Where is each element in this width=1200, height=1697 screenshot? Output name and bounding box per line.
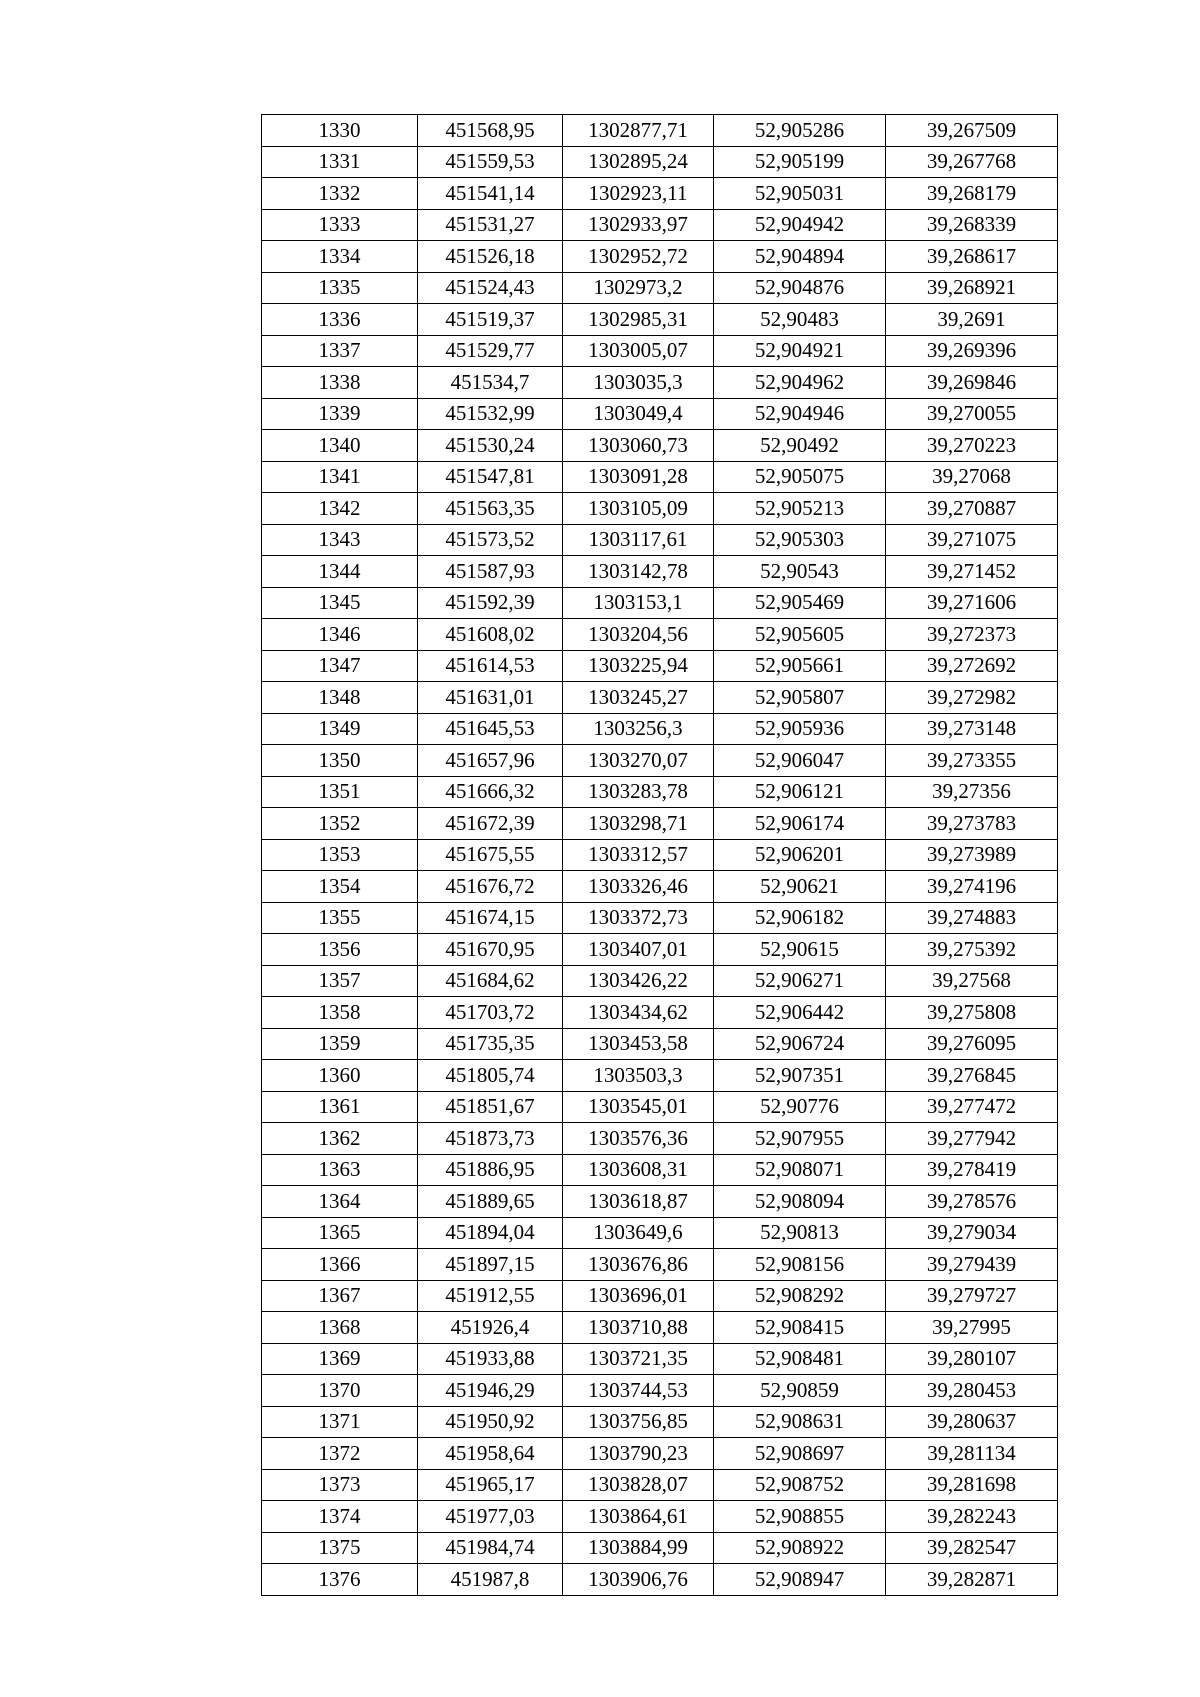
latitude-cell: 52,90776: [714, 1091, 886, 1123]
y-coordinate-cell: 1303153,1: [563, 587, 714, 619]
y-coordinate-cell: 1303270,07: [563, 745, 714, 777]
y-coordinate-cell: 1303283,78: [563, 776, 714, 808]
point-number-cell: 1364: [262, 1186, 418, 1218]
longitude-cell: 39,267768: [886, 146, 1058, 178]
latitude-cell: 52,908752: [714, 1469, 886, 1501]
table-row: [262, 713, 1058, 745]
table-row: [262, 839, 1058, 871]
latitude-cell: 52,907351: [714, 1060, 886, 1092]
table-row: [262, 776, 1058, 808]
table-row: [262, 1060, 1058, 1092]
longitude-cell: 39,273989: [886, 839, 1058, 871]
table-row: [262, 934, 1058, 966]
longitude-cell: 39,27568: [886, 965, 1058, 997]
x-coordinate-cell: 451965,17: [418, 1469, 563, 1501]
latitude-cell: 52,90483: [714, 304, 886, 336]
point-number-cell: 1345: [262, 587, 418, 619]
x-coordinate-cell: 451946,29: [418, 1375, 563, 1407]
longitude-cell: 39,270887: [886, 493, 1058, 525]
table-row: [262, 997, 1058, 1029]
y-coordinate-cell: 1303049,4: [563, 398, 714, 430]
latitude-cell: 52,906201: [714, 839, 886, 871]
y-coordinate-cell: 1303828,07: [563, 1469, 714, 1501]
point-number-cell: 1350: [262, 745, 418, 777]
latitude-cell: 52,908631: [714, 1406, 886, 1438]
x-coordinate-cell: 451912,55: [418, 1280, 563, 1312]
longitude-cell: 39,277942: [886, 1123, 1058, 1155]
longitude-cell: 39,268617: [886, 241, 1058, 273]
longitude-cell: 39,270055: [886, 398, 1058, 430]
x-coordinate-cell: 451531,27: [418, 209, 563, 241]
latitude-cell: 52,90621: [714, 871, 886, 903]
point-number-cell: 1337: [262, 335, 418, 367]
longitude-cell: 39,272982: [886, 682, 1058, 714]
table-row: [262, 1154, 1058, 1186]
latitude-cell: 52,908697: [714, 1438, 886, 1470]
y-coordinate-cell: 1303142,78: [563, 556, 714, 588]
x-coordinate-cell: 451568,95: [418, 115, 563, 147]
longitude-cell: 39,272692: [886, 650, 1058, 682]
table-row: [262, 335, 1058, 367]
longitude-cell: 39,276845: [886, 1060, 1058, 1092]
table-row: [262, 1469, 1058, 1501]
point-number-cell: 1366: [262, 1249, 418, 1281]
table-row: [262, 1249, 1058, 1281]
longitude-cell: 39,268339: [886, 209, 1058, 241]
latitude-cell: 52,905303: [714, 524, 886, 556]
latitude-cell: 52,906724: [714, 1028, 886, 1060]
table-row: [262, 745, 1058, 777]
table-row: [262, 587, 1058, 619]
point-number-cell: 1332: [262, 178, 418, 210]
longitude-cell: 39,273355: [886, 745, 1058, 777]
point-number-cell: 1347: [262, 650, 418, 682]
x-coordinate-cell: 451563,35: [418, 493, 563, 525]
point-number-cell: 1351: [262, 776, 418, 808]
point-number-cell: 1372: [262, 1438, 418, 1470]
table-row: [262, 965, 1058, 997]
latitude-cell: 52,908415: [714, 1312, 886, 1344]
latitude-cell: 52,906174: [714, 808, 886, 840]
latitude-cell: 52,905469: [714, 587, 886, 619]
y-coordinate-cell: 1303608,31: [563, 1154, 714, 1186]
x-coordinate-cell: 451987,8: [418, 1564, 563, 1596]
table-row: [262, 1532, 1058, 1564]
table-row: [262, 304, 1058, 336]
table-row: [262, 1123, 1058, 1155]
latitude-cell: 52,904921: [714, 335, 886, 367]
y-coordinate-cell: 1303245,27: [563, 682, 714, 714]
y-coordinate-cell: 1303117,61: [563, 524, 714, 556]
latitude-cell: 52,907955: [714, 1123, 886, 1155]
point-number-cell: 1336: [262, 304, 418, 336]
y-coordinate-cell: 1303744,53: [563, 1375, 714, 1407]
x-coordinate-cell: 451524,43: [418, 272, 563, 304]
table-row: [262, 430, 1058, 462]
longitude-cell: 39,278419: [886, 1154, 1058, 1186]
table-row: [262, 178, 1058, 210]
longitude-cell: 39,279034: [886, 1217, 1058, 1249]
point-number-cell: 1341: [262, 461, 418, 493]
point-number-cell: 1348: [262, 682, 418, 714]
point-number-cell: 1346: [262, 619, 418, 651]
latitude-cell: 52,905807: [714, 682, 886, 714]
longitude-cell: 39,27068: [886, 461, 1058, 493]
point-number-cell: 1342: [262, 493, 418, 525]
point-number-cell: 1362: [262, 1123, 418, 1155]
table-row: [262, 398, 1058, 430]
longitude-cell: 39,274196: [886, 871, 1058, 903]
y-coordinate-cell: 1303696,01: [563, 1280, 714, 1312]
longitude-cell: 39,267509: [886, 115, 1058, 147]
x-coordinate-cell: 451541,14: [418, 178, 563, 210]
y-coordinate-cell: 1303884,99: [563, 1532, 714, 1564]
longitude-cell: 39,271452: [886, 556, 1058, 588]
longitude-cell: 39,277472: [886, 1091, 1058, 1123]
y-coordinate-cell: 1303906,76: [563, 1564, 714, 1596]
longitude-cell: 39,279439: [886, 1249, 1058, 1281]
point-number-cell: 1339: [262, 398, 418, 430]
table-row: [262, 493, 1058, 525]
table-row: [262, 1501, 1058, 1533]
y-coordinate-cell: 1303576,36: [563, 1123, 714, 1155]
longitude-cell: 39,27995: [886, 1312, 1058, 1344]
longitude-cell: 39,279727: [886, 1280, 1058, 1312]
longitude-cell: 39,272373: [886, 619, 1058, 651]
table-row: [262, 241, 1058, 273]
y-coordinate-cell: 1302933,97: [563, 209, 714, 241]
table-row: [262, 619, 1058, 651]
y-coordinate-cell: 1303864,61: [563, 1501, 714, 1533]
table-row: [262, 115, 1058, 147]
latitude-cell: 52,905075: [714, 461, 886, 493]
x-coordinate-cell: 451645,53: [418, 713, 563, 745]
latitude-cell: 52,906047: [714, 745, 886, 777]
x-coordinate-cell: 451958,64: [418, 1438, 563, 1470]
latitude-cell: 52,904876: [714, 272, 886, 304]
y-coordinate-cell: 1303312,57: [563, 839, 714, 871]
x-coordinate-cell: 451534,7: [418, 367, 563, 399]
longitude-cell: 39,282871: [886, 1564, 1058, 1596]
point-number-cell: 1340: [262, 430, 418, 462]
y-coordinate-cell: 1303298,71: [563, 808, 714, 840]
x-coordinate-cell: 451526,18: [418, 241, 563, 273]
table-row: [262, 650, 1058, 682]
latitude-cell: 52,90859: [714, 1375, 886, 1407]
x-coordinate-cell: 451886,95: [418, 1154, 563, 1186]
y-coordinate-cell: 1303545,01: [563, 1091, 714, 1123]
x-coordinate-cell: 451530,24: [418, 430, 563, 462]
longitude-cell: 39,269846: [886, 367, 1058, 399]
x-coordinate-cell: 451933,88: [418, 1343, 563, 1375]
y-coordinate-cell: 1302923,11: [563, 178, 714, 210]
y-coordinate-cell: 1302952,72: [563, 241, 714, 273]
point-number-cell: 1349: [262, 713, 418, 745]
point-number-cell: 1355: [262, 902, 418, 934]
table-row: [262, 902, 1058, 934]
longitude-cell: 39,273783: [886, 808, 1058, 840]
table-row: [262, 556, 1058, 588]
latitude-cell: 52,905605: [714, 619, 886, 651]
point-number-cell: 1369: [262, 1343, 418, 1375]
x-coordinate-cell: 451735,35: [418, 1028, 563, 1060]
x-coordinate-cell: 451559,53: [418, 146, 563, 178]
y-coordinate-cell: 1303721,35: [563, 1343, 714, 1375]
longitude-cell: 39,275392: [886, 934, 1058, 966]
y-coordinate-cell: 1303256,3: [563, 713, 714, 745]
x-coordinate-cell: 451676,72: [418, 871, 563, 903]
point-number-cell: 1359: [262, 1028, 418, 1060]
point-number-cell: 1374: [262, 1501, 418, 1533]
point-number-cell: 1338: [262, 367, 418, 399]
y-coordinate-cell: 1302985,31: [563, 304, 714, 336]
x-coordinate-cell: 451926,4: [418, 1312, 563, 1344]
y-coordinate-cell: 1303407,01: [563, 934, 714, 966]
x-coordinate-cell: 451805,74: [418, 1060, 563, 1092]
table-row: [262, 1280, 1058, 1312]
x-coordinate-cell: 451672,39: [418, 808, 563, 840]
latitude-cell: 52,908855: [714, 1501, 886, 1533]
latitude-cell: 52,908922: [714, 1532, 886, 1564]
x-coordinate-cell: 451703,72: [418, 997, 563, 1029]
x-coordinate-cell: 451950,92: [418, 1406, 563, 1438]
latitude-cell: 52,908156: [714, 1249, 886, 1281]
latitude-cell: 52,904946: [714, 398, 886, 430]
y-coordinate-cell: 1303060,73: [563, 430, 714, 462]
point-number-cell: 1376: [262, 1564, 418, 1596]
point-number-cell: 1330: [262, 115, 418, 147]
x-coordinate-cell: 451529,77: [418, 335, 563, 367]
x-coordinate-cell: 451657,96: [418, 745, 563, 777]
longitude-cell: 39,280453: [886, 1375, 1058, 1407]
point-number-cell: 1352: [262, 808, 418, 840]
x-coordinate-cell: 451587,93: [418, 556, 563, 588]
coordinates-table: [261, 114, 1058, 1596]
longitude-cell: 39,281698: [886, 1469, 1058, 1501]
y-coordinate-cell: 1302877,71: [563, 115, 714, 147]
longitude-cell: 39,275808: [886, 997, 1058, 1029]
latitude-cell: 52,90813: [714, 1217, 886, 1249]
point-number-cell: 1360: [262, 1060, 418, 1092]
x-coordinate-cell: 451614,53: [418, 650, 563, 682]
latitude-cell: 52,905213: [714, 493, 886, 525]
y-coordinate-cell: 1303503,3: [563, 1060, 714, 1092]
longitude-cell: 39,282243: [886, 1501, 1058, 1533]
latitude-cell: 52,908481: [714, 1343, 886, 1375]
table-row: [262, 1028, 1058, 1060]
point-number-cell: 1375: [262, 1532, 418, 1564]
longitude-cell: 39,280107: [886, 1343, 1058, 1375]
y-coordinate-cell: 1303453,58: [563, 1028, 714, 1060]
longitude-cell: 39,271075: [886, 524, 1058, 556]
table-row: [262, 682, 1058, 714]
point-number-cell: 1331: [262, 146, 418, 178]
point-number-cell: 1370: [262, 1375, 418, 1407]
latitude-cell: 52,908094: [714, 1186, 886, 1218]
latitude-cell: 52,904894: [714, 241, 886, 273]
point-number-cell: 1343: [262, 524, 418, 556]
point-number-cell: 1368: [262, 1312, 418, 1344]
point-number-cell: 1335: [262, 272, 418, 304]
point-number-cell: 1361: [262, 1091, 418, 1123]
table-row: [262, 1217, 1058, 1249]
table-row: [262, 1091, 1058, 1123]
x-coordinate-cell: 451984,74: [418, 1532, 563, 1564]
table-row: [262, 524, 1058, 556]
longitude-cell: 39,273148: [886, 713, 1058, 745]
longitude-cell: 39,27356: [886, 776, 1058, 808]
latitude-cell: 52,905199: [714, 146, 886, 178]
y-coordinate-cell: 1303790,23: [563, 1438, 714, 1470]
latitude-cell: 52,906182: [714, 902, 886, 934]
table-row: [262, 272, 1058, 304]
x-coordinate-cell: 451894,04: [418, 1217, 563, 1249]
table-row: [262, 1438, 1058, 1470]
point-number-cell: 1356: [262, 934, 418, 966]
y-coordinate-cell: 1303326,46: [563, 871, 714, 903]
y-coordinate-cell: 1303091,28: [563, 461, 714, 493]
y-coordinate-cell: 1303618,87: [563, 1186, 714, 1218]
y-coordinate-cell: 1303676,86: [563, 1249, 714, 1281]
point-number-cell: 1333: [262, 209, 418, 241]
point-number-cell: 1358: [262, 997, 418, 1029]
x-coordinate-cell: 451532,99: [418, 398, 563, 430]
point-number-cell: 1354: [262, 871, 418, 903]
y-coordinate-cell: 1303426,22: [563, 965, 714, 997]
table-row: [262, 461, 1058, 493]
latitude-cell: 52,905031: [714, 178, 886, 210]
longitude-cell: 39,280637: [886, 1406, 1058, 1438]
x-coordinate-cell: 451592,39: [418, 587, 563, 619]
x-coordinate-cell: 451851,67: [418, 1091, 563, 1123]
latitude-cell: 52,904942: [714, 209, 886, 241]
y-coordinate-cell: 1302895,24: [563, 146, 714, 178]
latitude-cell: 52,905661: [714, 650, 886, 682]
y-coordinate-cell: 1303204,56: [563, 619, 714, 651]
latitude-cell: 52,908947: [714, 1564, 886, 1596]
point-number-cell: 1363: [262, 1154, 418, 1186]
table-row: [262, 1312, 1058, 1344]
table-row: [262, 367, 1058, 399]
x-coordinate-cell: 451519,37: [418, 304, 563, 336]
x-coordinate-cell: 451573,52: [418, 524, 563, 556]
latitude-cell: 52,906442: [714, 997, 886, 1029]
latitude-cell: 52,908292: [714, 1280, 886, 1312]
x-coordinate-cell: 451631,01: [418, 682, 563, 714]
latitude-cell: 52,908071: [714, 1154, 886, 1186]
longitude-cell: 39,268921: [886, 272, 1058, 304]
y-coordinate-cell: 1303710,88: [563, 1312, 714, 1344]
latitude-cell: 52,90543: [714, 556, 886, 588]
point-number-cell: 1334: [262, 241, 418, 273]
latitude-cell: 52,904962: [714, 367, 886, 399]
longitude-cell: 39,282547: [886, 1532, 1058, 1564]
x-coordinate-cell: 451674,15: [418, 902, 563, 934]
latitude-cell: 52,905286: [714, 115, 886, 147]
point-number-cell: 1367: [262, 1280, 418, 1312]
table-row: [262, 1406, 1058, 1438]
latitude-cell: 52,90615: [714, 934, 886, 966]
x-coordinate-cell: 451675,55: [418, 839, 563, 871]
table-row: [262, 871, 1058, 903]
y-coordinate-cell: 1303105,09: [563, 493, 714, 525]
table-row: [262, 146, 1058, 178]
table-row: [262, 1375, 1058, 1407]
table-row: [262, 1343, 1058, 1375]
longitude-cell: 39,276095: [886, 1028, 1058, 1060]
y-coordinate-cell: 1303005,07: [563, 335, 714, 367]
longitude-cell: 39,269396: [886, 335, 1058, 367]
longitude-cell: 39,268179: [886, 178, 1058, 210]
point-number-cell: 1344: [262, 556, 418, 588]
point-number-cell: 1357: [262, 965, 418, 997]
table-row: [262, 1186, 1058, 1218]
x-coordinate-cell: 451873,73: [418, 1123, 563, 1155]
longitude-cell: 39,278576: [886, 1186, 1058, 1218]
y-coordinate-cell: 1303756,85: [563, 1406, 714, 1438]
latitude-cell: 52,90492: [714, 430, 886, 462]
table-row: [262, 1564, 1058, 1596]
y-coordinate-cell: 1303372,73: [563, 902, 714, 934]
y-coordinate-cell: 1302973,2: [563, 272, 714, 304]
longitude-cell: 39,281134: [886, 1438, 1058, 1470]
longitude-cell: 39,270223: [886, 430, 1058, 462]
y-coordinate-cell: 1303225,94: [563, 650, 714, 682]
longitude-cell: 39,274883: [886, 902, 1058, 934]
x-coordinate-cell: 451608,02: [418, 619, 563, 651]
coordinates-table-body: [262, 115, 1058, 1596]
longitude-cell: 39,2691: [886, 304, 1058, 336]
point-number-cell: 1353: [262, 839, 418, 871]
point-number-cell: 1373: [262, 1469, 418, 1501]
point-number-cell: 1365: [262, 1217, 418, 1249]
x-coordinate-cell: 451547,81: [418, 461, 563, 493]
x-coordinate-cell: 451889,65: [418, 1186, 563, 1218]
x-coordinate-cell: 451897,15: [418, 1249, 563, 1281]
table-row: [262, 209, 1058, 241]
x-coordinate-cell: 451684,62: [418, 965, 563, 997]
table-row: [262, 808, 1058, 840]
y-coordinate-cell: 1303649,6: [563, 1217, 714, 1249]
longitude-cell: 39,271606: [886, 587, 1058, 619]
x-coordinate-cell: 451977,03: [418, 1501, 563, 1533]
latitude-cell: 52,906271: [714, 965, 886, 997]
x-coordinate-cell: 451666,32: [418, 776, 563, 808]
x-coordinate-cell: 451670,95: [418, 934, 563, 966]
point-number-cell: 1371: [262, 1406, 418, 1438]
latitude-cell: 52,905936: [714, 713, 886, 745]
latitude-cell: 52,906121: [714, 776, 886, 808]
y-coordinate-cell: 1303434,62: [563, 997, 714, 1029]
y-coordinate-cell: 1303035,3: [563, 367, 714, 399]
